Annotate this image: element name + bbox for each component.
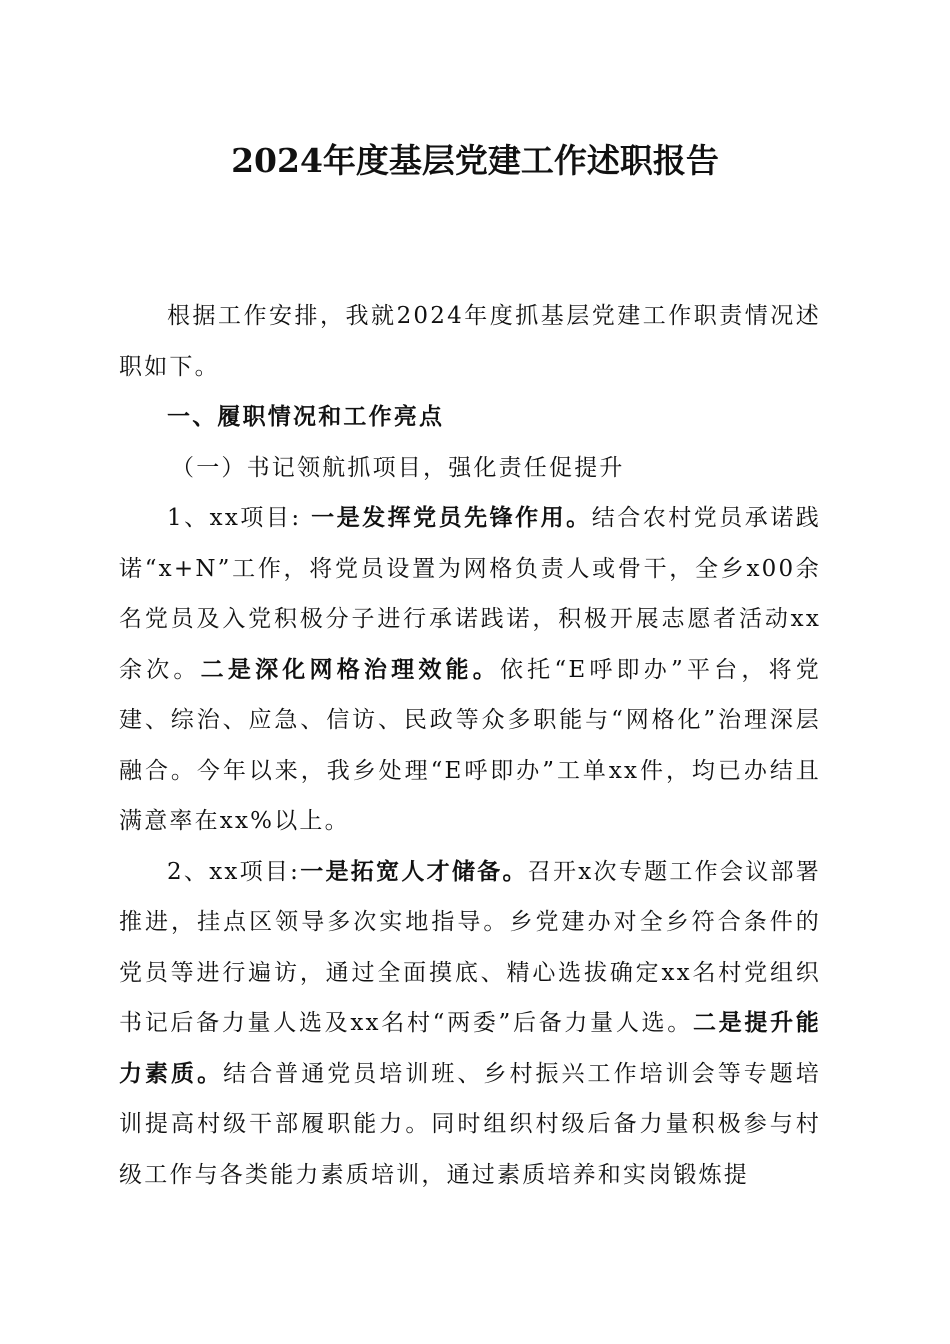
document-body [119, 291, 821, 1200]
item-1-point-2-text: 依托“E呼即办”平台，将党建、综治、应急、信访、民政等众多职能与“网格化”治理深层融合。今年以来，我乡处理“E呼即办”工单xx件，均已办结且满意率在xx%以上。 [119, 656, 821, 834]
item-paragraph-2 [119, 847, 821, 1201]
item-1-lead: 1、xx项目: [167, 505, 312, 531]
intro-paragraph: 根据工作安排，我就2024年度抓基层党建工作职责情况述职如下。 [119, 303, 821, 380]
item-2-point-1-text: 召开x次专题工作会议部署推进，挂点区领导多次实地指导。乡党建办对全乡符合条件的党员等进行遍访，通过全面摸底、精心选拔确定xx名村党组织书记后备力量人选及xx名村“两委”后备力量人选。 [119, 858, 821, 1036]
section-heading: 一、履职情况和工作亮点 [167, 403, 445, 430]
item-1-point-2-title: 二是深化网格治理效能。 [200, 655, 500, 683]
item-1-point-1-text: 结合农村党员承诺践诺“x+N”工作，将党员设置为网格负责人或骨干，全乡x00余名党员及入党积极分子进行承诺践诺，积极开展志愿者活动xx余次。 [119, 505, 821, 683]
subsection-heading: （一）书记领航抓项目，强化责任促提升 [171, 454, 625, 481]
item-2-point-2-text: 结合普通党员培训班、乡村振兴工作培训会等专题培训提高村级干部履职能力。同时组织村级后备力量积极参与村级工作与各类能力素质培训，通过素质培养和实岗锻炼提 [119, 1060, 821, 1188]
item-1-point-1-title: 一是发挥党员先锋作用。 [311, 504, 592, 531]
item-2-lead: 2、xx项目: [167, 858, 301, 885]
item-paragraph-1 [119, 493, 821, 847]
item-2-point-2-title: 二是提升能力素质。 [119, 1009, 822, 1087]
document-title: 2024年度基层党建工作述职报告 [231, 141, 719, 180]
item-2-point-1-title: 一是拓宽人才储备。 [300, 857, 528, 885]
